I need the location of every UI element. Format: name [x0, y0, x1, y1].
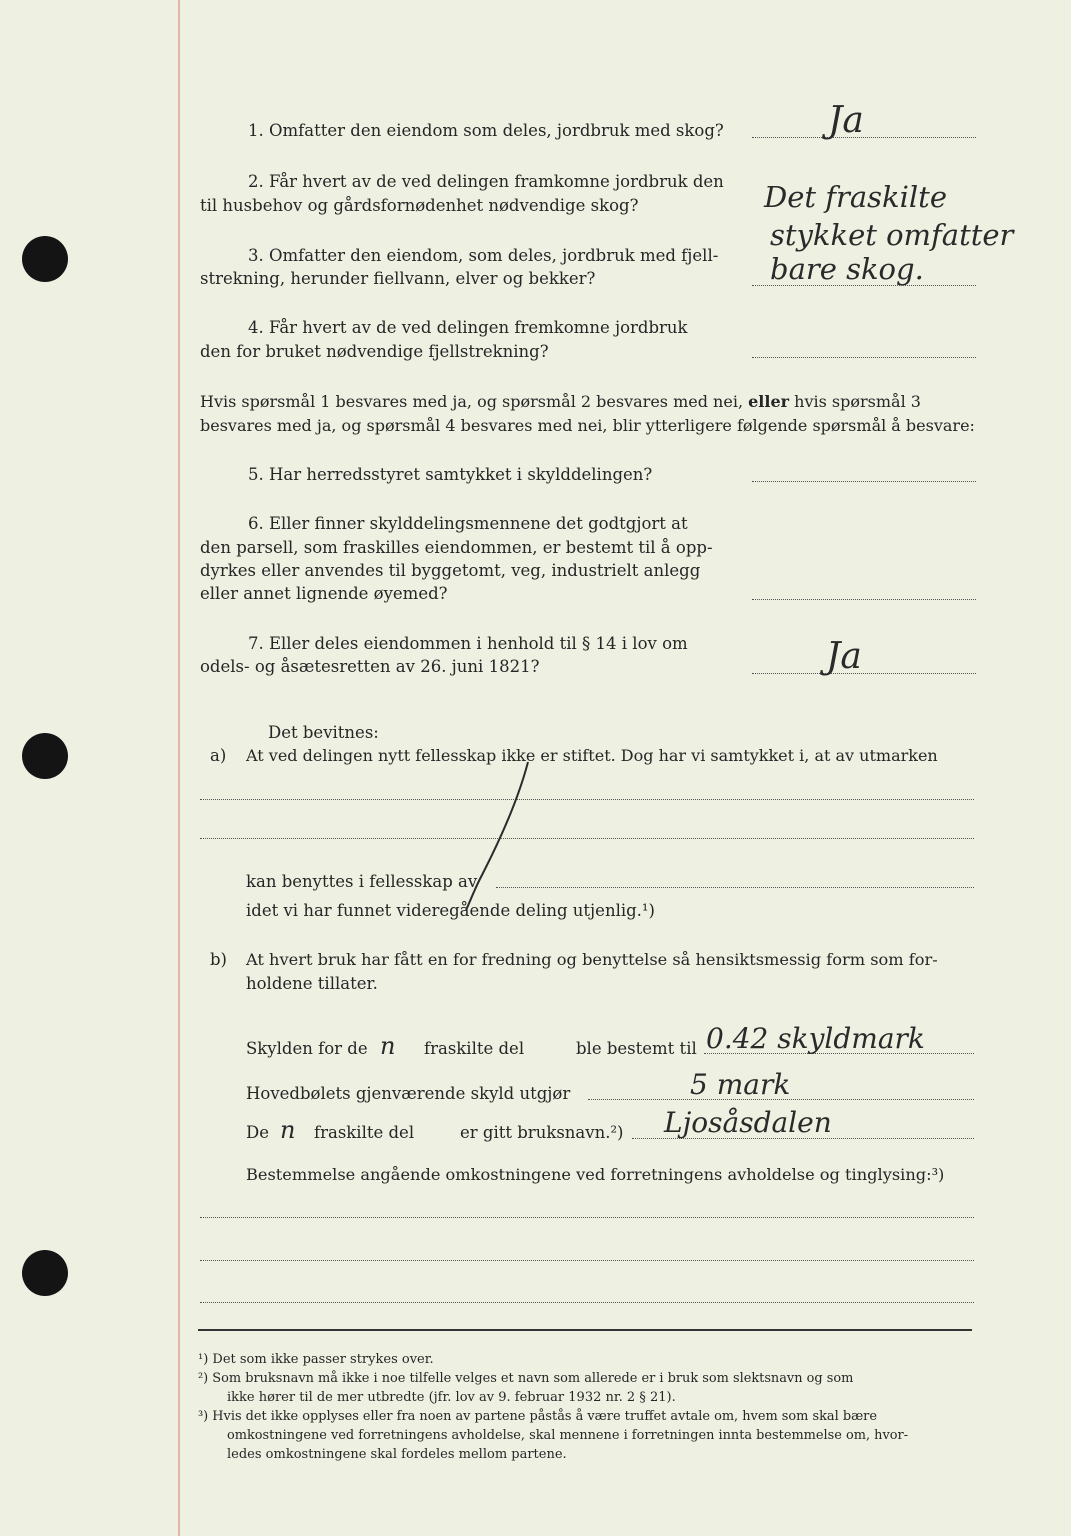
footnote-2-line1: ²) Som bruksnavn må ikke i noe tilfelle velges et navn som allerede er i bruk som slektsnavn og som: [198, 1371, 854, 1386]
question-2-line2: til husbehov og gårdsfornødenhet nødvendige skog?: [200, 196, 639, 215]
question-1: 1. Omfatter den eiendom som deles, jordbruk med skog?: [248, 121, 724, 140]
footnote-1: ¹) Det som ikke passer strykes over.: [198, 1352, 434, 1367]
skyld-label-1: Skylden for de: [246, 1039, 368, 1058]
question-6-line2: den parsell, som fraskilles eiendommen, er bestemt til å opp-: [200, 538, 713, 557]
bruks-label-2: fraskilte del: [314, 1123, 415, 1142]
item-b-line1: At hvert bruk har fått en for fredning og benyttelse så hensiktsmessig form som for-: [246, 950, 938, 969]
item-b-label: b): [210, 950, 227, 969]
item-a-text: At ved delingen nytt fellesskap ikke er stiftet. Dog har vi samtykket i, at av utmarken: [246, 746, 938, 765]
skyld-label-2: fraskilte del: [424, 1039, 525, 1058]
answer-2-3-line1: Det fraskilte: [764, 180, 947, 214]
skyld-handwritten-n: n: [380, 1032, 396, 1060]
question-7-line1: 7. Eller deles eiendommen i henhold til § 14 i lov om: [248, 634, 688, 653]
question-4-line2: den for bruket nødvendige fjellstrekning?: [200, 342, 549, 361]
condition-line2: besvares med ja, og spørsmål 4 besvares med nei, blir ytterligere følgende spørsmål å besvare:: [200, 416, 975, 435]
skyld-label-3: ble bestemt til: [576, 1039, 697, 1058]
bruks-label-1: De: [246, 1123, 269, 1142]
item-a-label: a): [210, 746, 227, 765]
question-5: 5. Har herredsstyret samtykket i skylddelingen?: [248, 465, 653, 484]
bruks-value: Ljosåsdalen: [664, 1106, 832, 1139]
question-7-line2: odels- og åsætesretten av 26. juni 1821?: [200, 657, 540, 676]
footnote-separator: [198, 1329, 972, 1331]
question-6-line4: eller annet lignende øyemed?: [200, 584, 448, 603]
kost-line-3: [200, 1302, 974, 1303]
answer-1-handwritten: Ja: [828, 100, 864, 141]
answer-2-3-line3: bare skog.: [770, 252, 924, 286]
question-3-line1: 3. Omfatter den eiendom, som deles, jordbruk med fjell-: [248, 246, 719, 265]
bruks-label-3: er gitt bruksnavn.²): [460, 1123, 624, 1142]
hoved-label: Hovedbølets gjenværende skyld utgjør: [246, 1084, 571, 1103]
skyld-value: 0.42 skyldmark: [706, 1022, 925, 1055]
question-6-line3: dyrkes eller anvendes til byggetomt, veg, industrielt anlegg: [200, 561, 701, 580]
footnote-2-line2: ikke hører til de mer utbredte (jfr. lov av 9. februar 1932 nr. 2 § 21).: [227, 1390, 676, 1405]
footnote-3-line1: ³) Hvis det ikke opplyses eller fra noen av partene påstås å være truffet avtale om, hvem som skal bære: [198, 1409, 877, 1424]
question-2-line1: 2. Får hvert av de ved delingen framkomne jordbruk den: [248, 172, 724, 191]
condition-line1: Hvis spørsmål 1 besvares med ja, og spørsmål 2 besvares med nei, eller hvis spørsmål 3: [200, 392, 921, 411]
bruks-handwritten-n: n: [280, 1116, 296, 1144]
item-a-line3: kan benyttes i fellesskap av: [246, 872, 478, 891]
kost-line-2: [200, 1260, 974, 1261]
question-3-line2: strekning, herunder fiellvann, elver og bekker?: [200, 269, 596, 288]
question-4-line1: 4. Får hvert av de ved delingen fremkomne jordbruk: [248, 318, 688, 337]
item-a-line4: idet vi har funnet videregående deling utjenlig.¹): [246, 901, 655, 920]
hoved-value: 5 mark: [690, 1068, 791, 1101]
footnote-3-line2: omkostningene ved forretningens avholdelse, skal mennene i forretningen innta bestemmelse om, hvor-: [227, 1428, 909, 1443]
answer-2-3-line2: stykket omfatter: [770, 218, 1014, 252]
certification-heading: Det bevitnes:: [268, 723, 379, 742]
footnote-3-line3: ledes omkostningene skal fordeles mellom partene.: [227, 1447, 567, 1462]
question-6-line1: 6. Eller finner skylddelingsmennene det godtgjort at: [248, 514, 688, 533]
kost-label: Bestemmelse angående omkostningene ved forretningens avholdelse og tinglysing:³): [246, 1165, 945, 1184]
item-b-line2: holdene tillater.: [246, 974, 378, 993]
kost-line-1: [200, 1217, 974, 1218]
answer-7-handwritten: Ja: [826, 636, 862, 677]
